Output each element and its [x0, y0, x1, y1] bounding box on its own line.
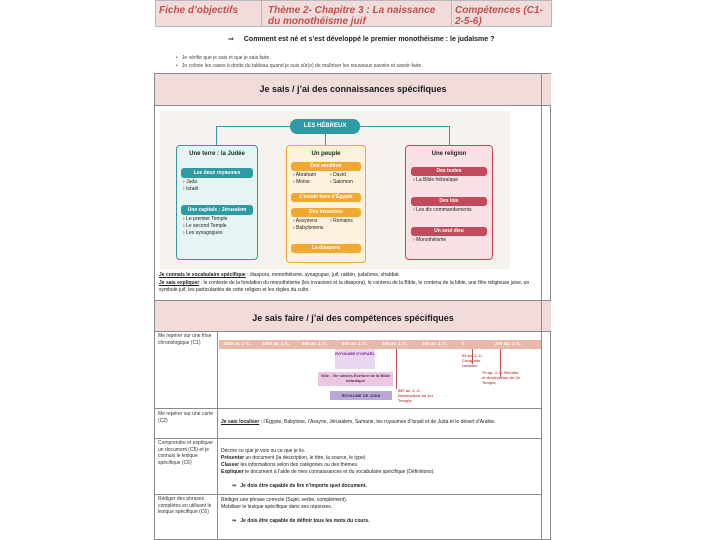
item-juda: › Juda: [183, 179, 197, 185]
item-premier-temple: › Le premier Temple: [183, 216, 228, 222]
doc-line-2: Présenter un document (la description, le titre, la source, le type): [221, 455, 366, 461]
item-israel: › Israël: [183, 186, 199, 192]
pill-diaspora: La diaspora: [291, 244, 361, 253]
item-assyriens: › Assyriens: [293, 218, 318, 224]
diagram-title: LES HÉBREUX: [290, 119, 360, 134]
pill-dieu: Un seul dieu: [411, 227, 487, 236]
event-70: 70 ap. J.-C. Révolte et destruction du 2e Temple: [482, 370, 521, 385]
main-question: [228, 35, 494, 43]
vocab-label: Je connais le vocabulaire spécifique: [159, 272, 246, 278]
tick-600: 600 av. J.-C.: [342, 341, 368, 346]
israel-label: ROYAUME D’ISRAËL: [335, 351, 375, 356]
item-david: › David: [330, 172, 346, 178]
explain-text: : le contexte de la fondation du monothéisme (les invasions et la diaspora), le contenu de la Bible, le contenu de la bible, une fête religieuse juive, un symbole juif, les particularités de cette religion et les règles du culte.: [159, 280, 530, 293]
connector-right: [360, 126, 449, 127]
row-document-label: Comprendre et expliquer un document (C5) et je connais le lexique spécifique (C6): [158, 440, 214, 466]
tick-1000: 1000 av. J.-C.: [262, 341, 291, 346]
bullet-2: • Je colorie les cases à droite du tableau quand je suis sûr(e) de maîtriser les nouveaux savoirs et savoir-faire.: [176, 63, 423, 69]
item-romains: › Romains: [330, 218, 353, 224]
item-babyloniens: › Babyloniens: [293, 225, 324, 231]
doc-goal: ⇒ Je dois être capable de lire n’importe quel document.: [232, 483, 367, 489]
row-frise-label: Me repérer sur une frise chronologique (C1): [158, 333, 212, 346]
column-religion-head: Une religion: [431, 151, 467, 157]
label-column-divider: [217, 332, 218, 540]
juda-label: ROYAUME DE JUDA: [341, 393, 381, 398]
pill-deux-royaumes: Les deux royaumes: [181, 168, 253, 178]
vocab-text: : diaspora, monothéisme, synagogue, juif, rabbin, judaïsme, shabbat: [245, 272, 399, 278]
tick-400: 400 av. J.-C.: [382, 341, 408, 346]
row-carte-content: [221, 419, 539, 426]
pill-capitale: Une capitale : Jérusalem: [181, 205, 253, 215]
tick-200: 200 av. J.-C.: [422, 341, 448, 346]
pill-invasions: Des invasions: [291, 208, 361, 217]
row-carte-label: Me repérer sur une carte (C2): [158, 411, 214, 424]
row-divider-3: [155, 494, 541, 495]
event-63: 63 av. J.-C. Conquête romaine: [462, 353, 483, 368]
row-divider-1: [155, 408, 541, 409]
marker-587: [396, 349, 397, 389]
section-knowledge-title: Je sais / j’ai des connaissances spécifiques: [155, 74, 551, 106]
pill-exode: L’exode hors d’Égypte: [291, 193, 361, 202]
header-table: [155, 0, 552, 27]
section-skills-title: Je sais faire / j’ai des compétences spécifiques: [155, 300, 551, 332]
column-terre: [176, 145, 258, 260]
doc-line-3: Classer les informations selon des catégories ou des thèmes.: [221, 462, 359, 468]
localiser-text: : l’Égypte, Babylone, l’Assyrie, Jérusalem, Samarie, les royaumes d’Israël et de Juda et le désert d’Arabie.: [259, 419, 496, 425]
item-moise: › Moïse: [293, 179, 310, 185]
arrow-icon: ⇒: [228, 36, 234, 43]
bible-label: VIIIe - VIe siècles Écriture de la Bible hébraïque: [320, 373, 391, 383]
pill-lois: Des lois: [411, 197, 487, 206]
tick-0: 0: [462, 341, 465, 346]
bullet-2-text: Je colorie les cases à droite du tableau quand je suis sûr(e) de maîtriser les nouveaux savoirs et savoir-faire.: [181, 63, 423, 69]
tick-800: 800 av. J.-C.: [302, 341, 328, 346]
pill-ancetres: Des ancêtres: [291, 162, 361, 171]
explain-label: Je sais expliquer: [159, 280, 200, 286]
doc-line-4: Expliquer le document à l’aide de mes connaissances et du vocabulaire spécifique (Définitions).: [221, 469, 435, 475]
question-text: Comment est né et s’est développé le premier monothéisme : le judaïsme ?: [243, 36, 495, 43]
pill-textes: Des textes: [411, 167, 487, 176]
item-salomon: › Salomon: [330, 179, 353, 185]
event-587: 587 av. J.-C. Destruction du 1er Temple: [398, 388, 434, 403]
connector-left: [216, 126, 290, 127]
tick-200ap: 200 ap. J.-C.: [495, 341, 522, 346]
write-line-2: Mobiliser le lexique spécifique dans ses réponses.: [221, 504, 333, 510]
header-cell-fiche: Fiche d’objectifs: [156, 1, 262, 27]
vocab-line: [159, 272, 539, 279]
item-synagogues: › Les synagogues: [183, 230, 223, 236]
explain-line: [159, 280, 539, 293]
write-goal: ⇒ Je dois être capable de définir tous les mots du cours.: [232, 518, 370, 524]
bullet-1: • Je vérifie que je sais et que je sais faire.: [176, 55, 271, 61]
tick-1200: 1200 av. J.-C.: [223, 341, 252, 346]
row-divider-2: [155, 438, 541, 439]
localiser-label: Je sais localiser: [221, 419, 260, 425]
item-second-temple: › Le second Temple: [183, 223, 227, 229]
header-cell-competences: Compétences (C1-2-5-6): [455, 5, 543, 27]
connector-left-down: [216, 126, 217, 146]
write-line-1: Rédiger une phrase correcte (Sujet, verbe, complément).: [221, 497, 348, 503]
connector-right-down: [449, 126, 450, 146]
column-peuple-head: Un peuple: [311, 151, 341, 157]
item-bible: › La Bible hébraïque: [413, 177, 459, 183]
header-cell-theme: Thème 2- Chapitre 3 : La naissance du monothéisme juif: [262, 1, 452, 27]
row-rediger-label: Rédiger des phrases complètes en utilisant le lexique spécifique (C6): [158, 496, 212, 515]
column-terre-head: Une terre : la Judée: [189, 151, 245, 157]
checkbox-column-divider: [541, 74, 542, 540]
bullet-1-text: Je vérifie que je sais et que je sais faire.: [181, 55, 271, 61]
item-monotheisme: › Monothéisme: [413, 237, 447, 243]
item-abraham: › Abraham: [293, 172, 317, 178]
item-commandements: › Les dix commandements: [413, 207, 472, 213]
doc-line-1: Décrire ce que je vois ou ce que je lis.: [221, 448, 306, 454]
